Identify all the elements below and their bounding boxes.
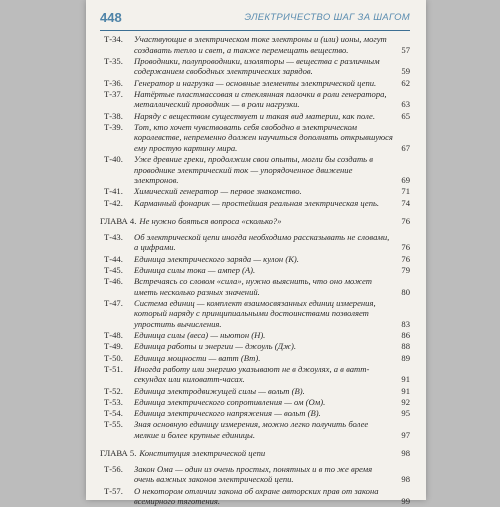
table-of-contents	[100, 34, 410, 507]
entry-page: 91	[401, 374, 410, 385]
toc-entry[interactable]	[100, 464, 410, 485]
toc-entry[interactable]	[100, 78, 410, 89]
entry-title: Проводники, полупроводники, изоляторы — вещества с различным содержанием свободных электрических зарядов.	[134, 55, 380, 77]
entry-page: 74	[401, 197, 410, 208]
entry-page: 59	[401, 66, 410, 77]
entry-code: Т-52.	[104, 385, 123, 396]
entry-title: Наряду с веществом существует и такая вид материи, как поле.	[134, 110, 376, 121]
entry-page: 97	[401, 429, 410, 440]
toc-entry[interactable]	[100, 56, 410, 77]
chapter-title: Не нужно бояться вопроса «сколько?»	[139, 216, 282, 227]
entry-page: 95	[401, 407, 410, 418]
toc-entry[interactable]	[100, 341, 410, 352]
entry-code: Т-38.	[104, 110, 123, 121]
entry-page: 69	[401, 175, 410, 186]
entry-page: 76	[401, 242, 410, 253]
entry-page: 65	[401, 110, 410, 121]
entry-page: 88	[401, 341, 410, 352]
entry-page: 62	[401, 77, 410, 88]
entry-title: Встречаясь со словом «сила», нужно выяснить, что оно может иметь несколько разных значений.	[134, 276, 372, 297]
entry-title: Закон Ома — один из очень простых, понятных и в то же время очень важных законов электрической цепи.	[134, 463, 373, 485]
entry-page: 71	[401, 186, 410, 197]
entry-title: Единица мощности — ватт (Вт).	[134, 352, 261, 363]
page-number: 448	[100, 10, 122, 25]
toc-entry[interactable]	[100, 419, 410, 440]
toc-entry[interactable]	[100, 111, 410, 122]
entry-title: Химический генератор — первое знакомство.	[134, 186, 302, 197]
entry-title: Единица работы и энергии — джоуль (Дж).	[134, 341, 297, 352]
toc-chapter-4[interactable]	[100, 216, 410, 227]
entry-title: Единица электрического напряжения — вольт (В).	[134, 407, 321, 418]
toc-group-before	[100, 34, 410, 208]
entry-title: О некотором отличии закона об охране авторских прав от закона всемирного тяготения.	[134, 485, 379, 507]
chapter-page: 76	[401, 216, 410, 227]
entry-title: Уже древние греки, продолжим свои опыты, могли бы создать в проводнике электрический ток — упорядоченное движение электронов.	[134, 154, 373, 186]
entry-code: Т-50.	[104, 352, 123, 363]
entry-page: 67	[401, 142, 410, 153]
toc-entry[interactable]	[100, 486, 410, 507]
entry-code: Т-46.	[104, 276, 123, 286]
entry-page: 76	[401, 253, 410, 264]
entry-code: Т-51.	[104, 363, 123, 374]
toc-entry[interactable]	[100, 386, 410, 397]
entry-title: Единица электрического сопротивления — ом (Ом).	[134, 396, 326, 407]
entry-page: 91	[401, 385, 410, 396]
toc-entry[interactable]	[100, 254, 410, 265]
toc-entry[interactable]	[100, 276, 410, 297]
entry-title: Единица силы (веса) — ньютон (Н).	[134, 330, 266, 341]
book-page	[86, 0, 426, 507]
entry-page: 57	[401, 44, 410, 55]
entry-page: 80	[401, 286, 410, 297]
toc-entry[interactable]	[100, 330, 410, 341]
toc-entry[interactable]	[100, 265, 410, 276]
toc-entry[interactable]	[100, 198, 410, 209]
chapter-label: ГЛАВА 4.	[100, 216, 137, 227]
entry-title: Зная основную единицу измерения, можно легко получить более мелкие и более крупные единицы.	[134, 419, 369, 440]
entry-title: Карманный фонарик — простейшая реальная электрическая цепь.	[134, 197, 380, 208]
entry-title: Единица силы тока — ампер (А).	[134, 264, 256, 275]
entry-title: Система единиц — комплект взаимосвязанных единиц измерения, который наряду с принципиальными достоинствами позволяет упростить вычисления.	[134, 297, 376, 329]
entry-title: Единица электрического заряда — кулон (К).	[134, 253, 299, 264]
entry-code: Т-36.	[104, 77, 123, 88]
entry-code: Т-44.	[104, 253, 123, 264]
entry-page: 83	[401, 318, 410, 329]
entry-page: 89	[401, 352, 410, 363]
chapter-label: ГЛАВА 5.	[100, 448, 137, 459]
toc-entry[interactable]	[100, 154, 410, 186]
entry-page: 99	[401, 496, 410, 507]
entry-code: Т-41.	[104, 186, 123, 197]
entry-code: Т-39.	[104, 121, 123, 132]
entry-page: 63	[401, 99, 410, 110]
entry-title: Иногда работу или энергию указывают не в джоулях, а в ватт-секундах или киловатт-часах.	[134, 363, 370, 385]
toc-group-chapter-5	[100, 464, 410, 507]
toc-entry[interactable]	[100, 232, 410, 253]
entry-title: Тот, кто хочет чувствовать себя свободно в электрическом королевстве, непременно должен научиться дополнять открывшуюся ему простую картину мира.	[134, 121, 393, 153]
toc-group-chapter-4	[100, 232, 410, 440]
toc-entry[interactable]	[100, 353, 410, 364]
entry-code: Т-49.	[104, 341, 123, 352]
toc-entry[interactable]	[100, 89, 410, 110]
entry-title: Об электрической цепи иногда необходимо рассказывать не словами, а цифрами.	[134, 231, 390, 253]
toc-entry[interactable]	[100, 364, 410, 385]
entry-code: Т-57.	[104, 485, 123, 496]
entry-code: Т-55.	[104, 419, 123, 430]
chapter-page: 98	[401, 448, 410, 459]
entry-title: Единица электродвижущей силы — вольт (В).	[134, 385, 305, 396]
entry-title: Участвующие в электрическом токе электроны и (или) ионы, могут создавать тепло и свет, а также перемещать вещество.	[134, 34, 387, 55]
entry-code: Т-56.	[104, 463, 123, 474]
chapter-title: Конституция электрической цепи	[139, 448, 266, 459]
entry-code: Т-48.	[104, 330, 123, 341]
entry-code: Т-34.	[104, 34, 123, 44]
entry-page: 86	[401, 330, 410, 341]
entry-code: Т-37.	[104, 88, 123, 99]
entry-code: Т-35.	[104, 55, 123, 66]
toc-entry[interactable]	[100, 122, 410, 154]
entry-title: Генератор и нагрузка — основные элементы электрической цепи.	[134, 77, 377, 88]
entry-page: 79	[401, 264, 410, 275]
entry-title: Натёртые пластмассовая и стеклянная палочки в роли генератора, металлический проводник — в роли нагрузки.	[134, 88, 387, 110]
toc-entry[interactable]	[100, 298, 410, 330]
toc-entry[interactable]	[100, 397, 410, 408]
entry-page: 98	[401, 474, 410, 485]
toc-entry[interactable]	[100, 186, 410, 197]
page-header	[100, 8, 410, 31]
entry-code: Т-43.	[104, 231, 123, 242]
entry-code: Т-45.	[104, 264, 123, 275]
toc-entry[interactable]	[100, 408, 410, 419]
toc-entry[interactable]	[100, 34, 410, 55]
entry-page: 92	[401, 396, 410, 407]
entry-code: Т-42.	[104, 197, 123, 208]
entry-code: Т-54.	[104, 407, 123, 418]
running-title: ЭЛЕКТРИЧЕСТВО ШАГ ЗА ШАГОМ	[244, 12, 410, 23]
entry-code: Т-53.	[104, 396, 123, 407]
entry-code: Т-47.	[104, 297, 123, 308]
toc-chapter-5[interactable]	[100, 448, 410, 459]
entry-code: Т-40.	[104, 154, 123, 165]
